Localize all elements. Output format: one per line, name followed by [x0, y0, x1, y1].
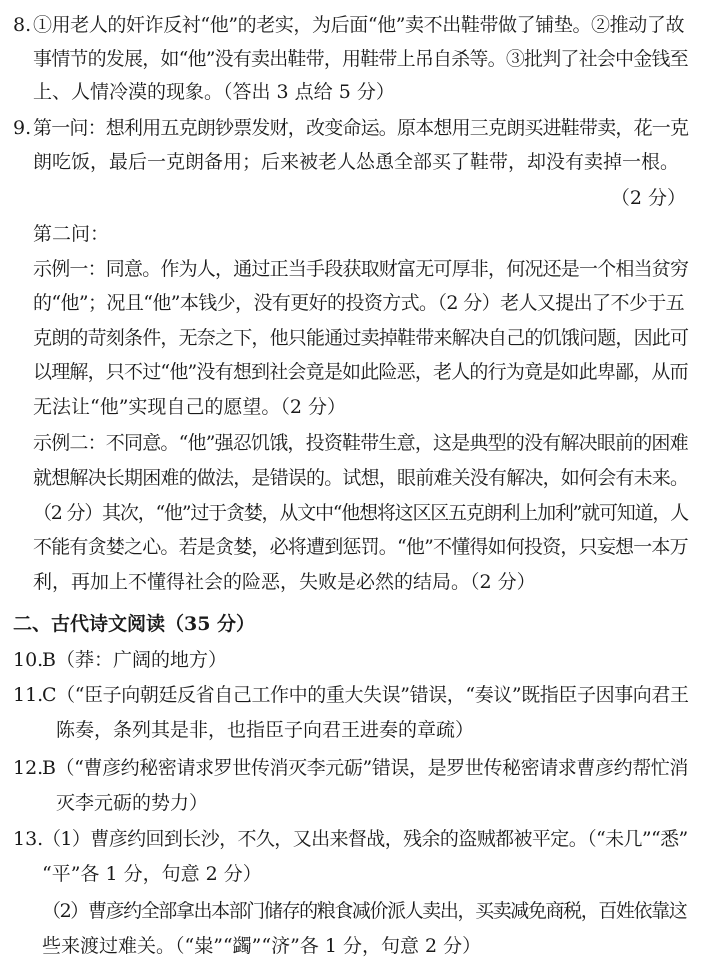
q13-line-3 [0, 895, 704, 927]
example1-line-1 [0, 253, 704, 285]
example2-text-line-3: （2 分）其次，“他”过于贪婪，从文中“他想将这区区五克朗利上加利”就可知道，人 [33, 502, 688, 524]
q9-text-line-1: 第一问：想利用五克朗钞票发财，改变命运。原本想用三克朗买进鞋带卖，花一克 [33, 117, 689, 139]
q9-text-line-2: 朗吃饭，最后一克朗备用；后来被老人怂恿全部买了鞋带，却没有卖掉一根。 [33, 151, 680, 173]
section2-heading: 二、古代诗文阅读（35 分） [13, 613, 256, 635]
q8-line-3 [0, 76, 704, 108]
example2-line-4 [0, 531, 704, 563]
example2-line-1 [0, 427, 704, 459]
q8-line-2 [0, 43, 704, 75]
q13-part1-line-2: “平”各 1 分，句意 2 分） [42, 863, 262, 885]
example1-text-line-1: 示例一：同意。作为人，通过正当手段获取财富无可厚非，何况还是一个相当贫穷 [33, 258, 689, 280]
q11-text-line-2: 陈奏，条列其是非，也指臣子向君王进奏的章疏） [56, 719, 475, 741]
q13-part2-line-1: （2）曹彦约全部拿出本部门储存的粮食减价派人卖出，买卖减免商税，百姓依靠这 [42, 900, 687, 922]
example1-line-3 [0, 322, 704, 354]
example1-text-line-5: 无法让“他”实现自己的愿望。（2 分） [33, 396, 347, 418]
example1-text-line-2: 的“他”；况且“他”本钱少，没有更好的投资方式。（2 分）老人又提出了不少于五 [33, 292, 685, 314]
q9-score: （2 分） [610, 187, 686, 209]
q11-text-line-1: C（“臣子向朝廷反省自己工作中的重大失误”错误，“奏议”既指臣子因事向君王 [42, 684, 689, 706]
example1-line-2 [0, 287, 704, 319]
q9-line-1 [0, 112, 704, 144]
q10-line-1 [0, 644, 704, 676]
q9-score-line [0, 182, 704, 214]
q10-number: 10. [13, 649, 44, 671]
q13-line-1 [0, 823, 704, 855]
example2-line-3 [0, 497, 704, 529]
q11-number: 11. [13, 684, 44, 706]
example2-text-line-1: 示例二：不同意。“他”强忍饥饿，投资鞋带生意，这是典型的没有解决眼前的困难 [33, 432, 688, 454]
q9-second-question-label: 第二问： [33, 223, 110, 245]
q12-number: 12. [13, 757, 44, 779]
q12-text-line-1: B（“曹彦约秘密请求罗世传消灭李元砺”错误，是罗世传秘密请求曹彦约帮忙消 [42, 757, 688, 779]
q11-line-1 [0, 679, 704, 711]
q13-part2-line-2: 些来渡过难关。（“粜”“蠲”“济”各 1 分，句意 2 分） [42, 935, 482, 957]
example1-line-5 [0, 391, 704, 423]
q13-part1-line-1: （1）曹彦约回到长沙，不久，又出来督战，残余的盗贼都被平定。（“未几”“悉” [42, 828, 688, 850]
q9-second-label-line [0, 218, 704, 250]
example1-text-line-4: 以理解，只不过“他”没有想到社会竟是如此险恶，老人的行为竟是如此卑鄙，从而 [33, 361, 688, 383]
example2-line-2 [0, 462, 704, 494]
q9-number: 9. [13, 117, 32, 139]
q8-text-line-1: ①用老人的奸诈反衬“他”的老实，为后面“他”卖不出鞋带做了铺垫。②推动了故 [33, 14, 685, 36]
q12-text-line-2: 灭李元砺的势力） [56, 792, 209, 814]
example1-text-line-3: 克朗的苛刻条件，无奈之下，他只能通过卖掉鞋带来解决自己的饥饿问题，因此可 [33, 327, 689, 349]
q8-text-line-2: 事情节的发展，如“他”没有卖出鞋带，用鞋带上吊自杀等。③批判了社会中金钱至 [33, 48, 688, 70]
q8-line-1 [0, 9, 704, 41]
q12-line-2 [0, 787, 704, 819]
example2-text-line-2: 就想解决长期困难的做法，是错误的。试想，眼前难关没有解决，如何会有未来。 [33, 467, 689, 489]
q13-line-2 [0, 858, 704, 890]
example2-text-line-5: 利，再加上不懂得社会的险恶，失败是必然的结局。（2 分） [33, 571, 536, 593]
section2-heading-line [0, 608, 704, 640]
q13-number: 13. [13, 828, 44, 850]
q9-line-2 [0, 146, 704, 178]
example2-text-line-4: 不能有贪婪之心。若是贪婪，必将遭到惩罚。“他”不懂得如何投资，只妄想一本万 [33, 536, 688, 558]
example2-line-5 [0, 566, 704, 598]
q12-line-1 [0, 752, 704, 784]
q8-text-line-3: 上、人情冷漠的现象。（答出 3 点给 5 分） [33, 81, 395, 103]
q11-line-2 [0, 714, 704, 746]
q13-line-4 [0, 930, 704, 962]
q8-number: 8. [13, 14, 32, 36]
q10-text: B（莽：广阔的地方） [42, 649, 227, 671]
example1-line-4 [0, 356, 704, 388]
